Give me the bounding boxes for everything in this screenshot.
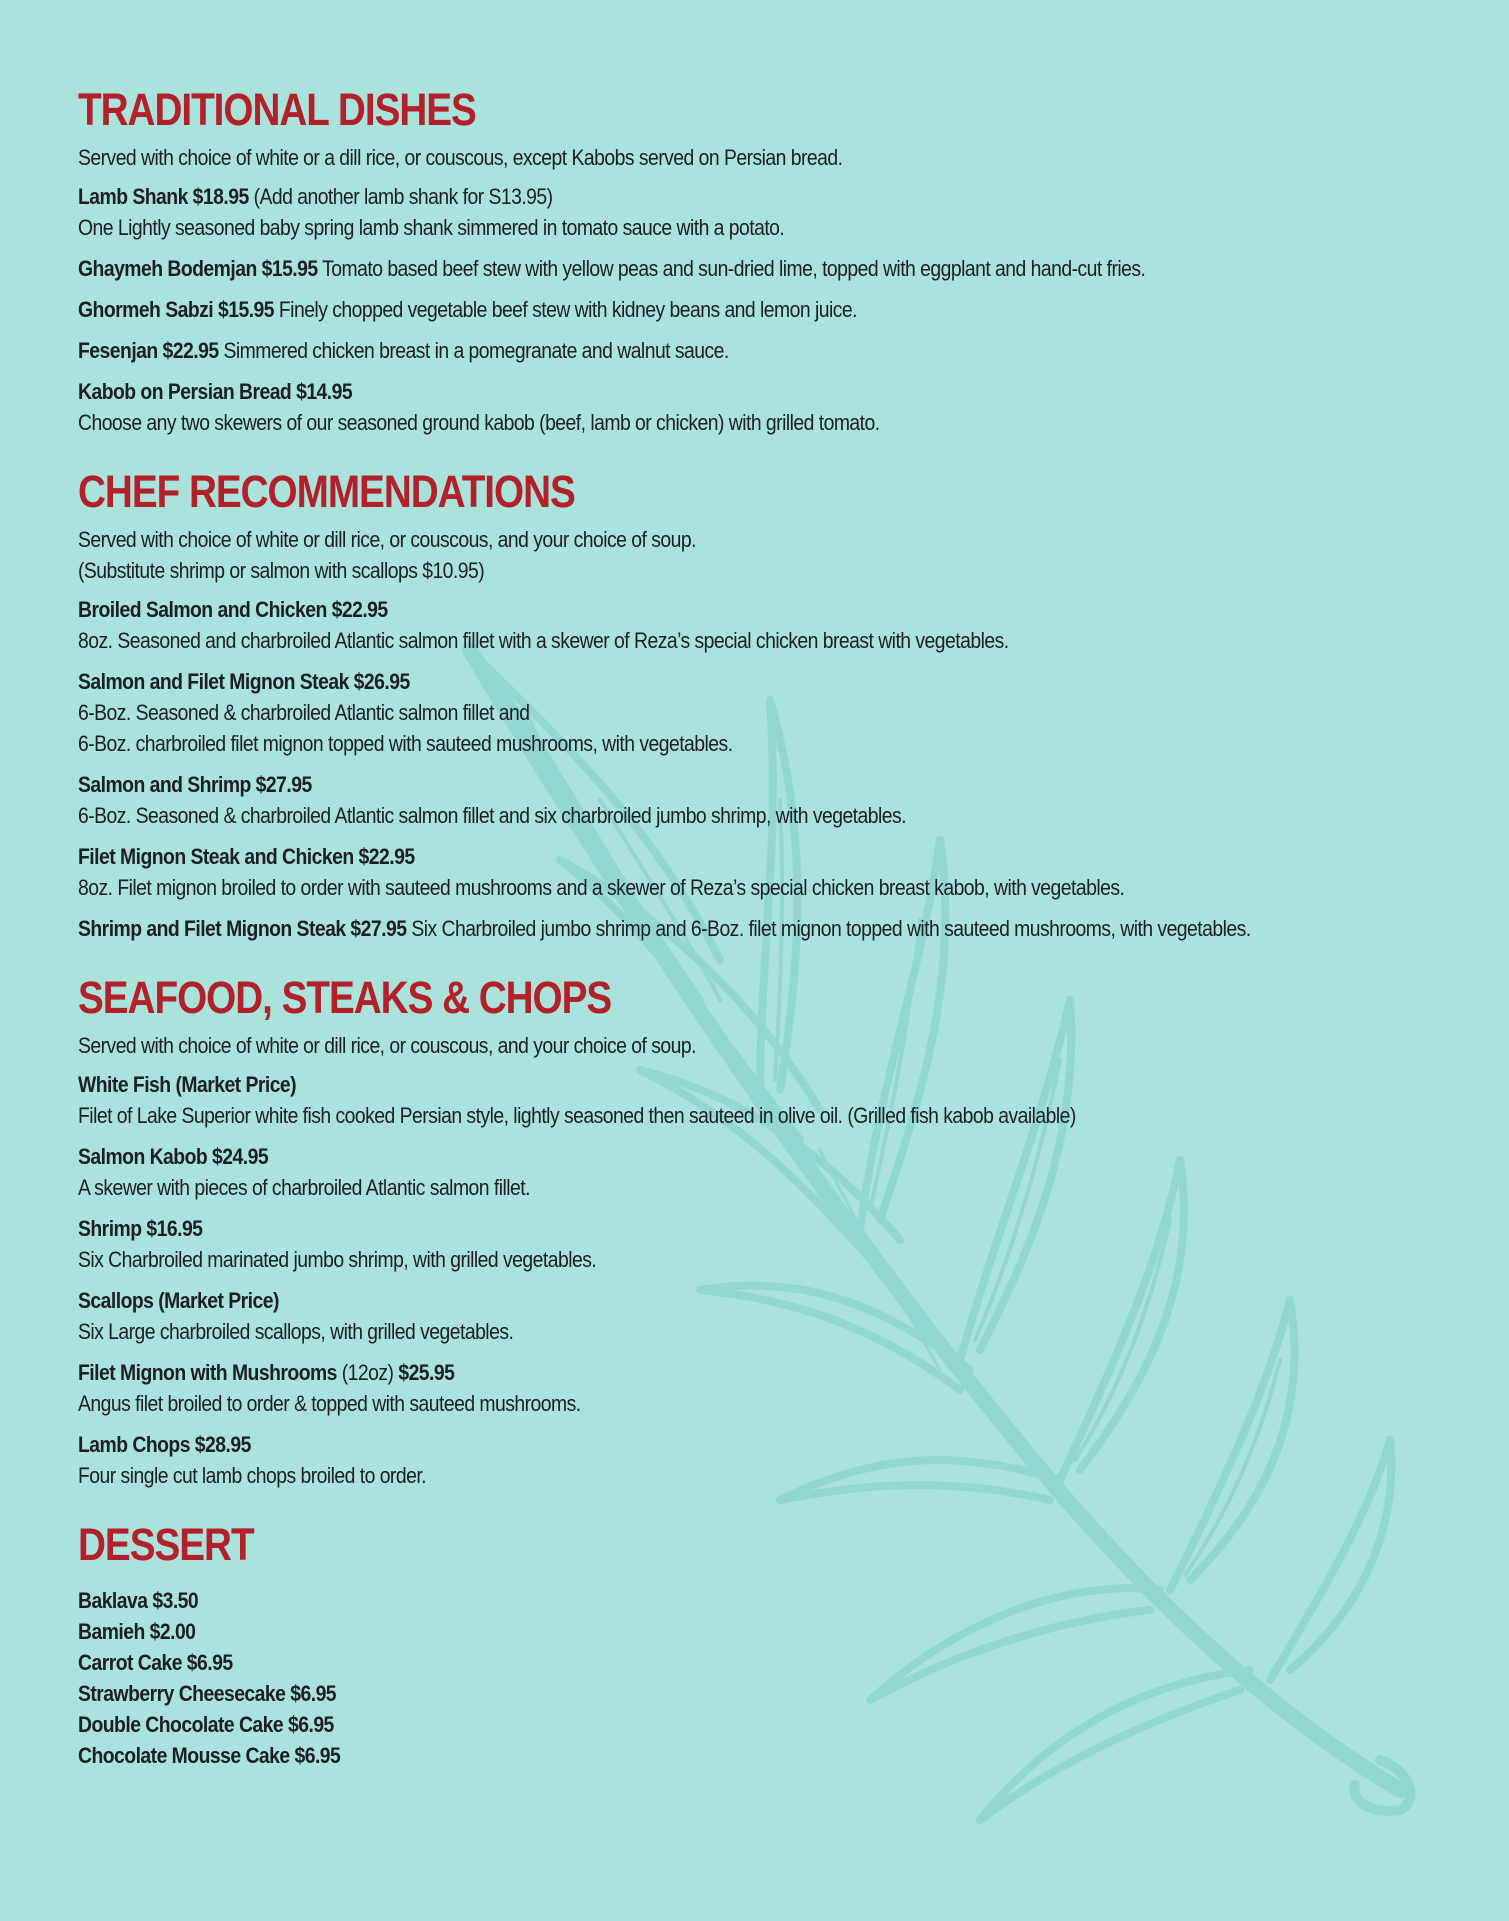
- item-name: Scallops (Market Price): [78, 1288, 279, 1313]
- item-description: Six Charbroiled marinated jumbo shrimp, with grilled vegetables.: [78, 1247, 597, 1272]
- dessert-item: Double Chocolate Cake $6.95: [78, 1712, 334, 1737]
- item-name: Lamb Chops $28.95: [78, 1432, 251, 1457]
- item-description: Angus filet broiled to order & topped with sauteed mushrooms.: [78, 1391, 581, 1416]
- section-title: SEAFOOD, STEAKS & CHOPS: [78, 972, 612, 1023]
- item-name: Salmon and Filet Mignon Steak $26.95: [78, 669, 410, 694]
- item-description: Filet of Lake Superior white fish cooked Persian style, lightly seasoned then sauteed in olive oil. (Grilled fish kabob available): [78, 1103, 1076, 1128]
- item-name: Ghormeh Sabzi $15.95: [78, 297, 275, 322]
- section-title: DESSERT: [78, 1519, 254, 1570]
- menu-item-filet-mignon-mushrooms: [78, 1357, 1438, 1419]
- item-name: Fesenjan $22.95: [78, 338, 219, 363]
- item-description: Finely chopped vegetable beef stew with kidney beans and lemon juice.: [274, 297, 857, 322]
- item-description: Six Large charbroiled scallops, with grilled vegetables.: [78, 1319, 514, 1344]
- menu-item-broiled-salmon-chicken: [78, 594, 1438, 656]
- item-description: Four single cut lamb chops broiled to order.: [78, 1463, 427, 1488]
- item-description: Simmered chicken breast in a pomegranate and walnut sauce.: [218, 338, 729, 363]
- dessert-item: Bamieh $2.00: [78, 1619, 196, 1644]
- menu-item-ghaymeh-bodemjan: [78, 253, 1438, 284]
- item-name: Broiled Salmon and Chicken $22.95: [78, 597, 388, 622]
- traditional-dishes-section: [78, 84, 1438, 438]
- item-description: 6-Boz. Seasoned & charbroiled Atlantic salmon fillet and six charbroiled jumbo shrimp, with vegetables.: [78, 803, 907, 828]
- menu-item-lamb-shank: [78, 181, 1438, 243]
- item-name: Filet Mignon with Mushrooms: [78, 1360, 337, 1385]
- menu-item-fesenjan: [78, 335, 1438, 366]
- item-note: (Add another lamb shank for S13.95): [248, 184, 553, 209]
- item-name: Salmon Kabob $24.95: [78, 1144, 269, 1169]
- menu-page: [78, 84, 1438, 1799]
- item-description: A skewer with pieces of charbroiled Atlantic salmon fillet.: [78, 1175, 531, 1200]
- menu-item-shrimp-filet-mignon: [78, 913, 1438, 944]
- menu-item-shrimp: [78, 1213, 1438, 1275]
- menu-item-filet-mignon-chicken: [78, 841, 1438, 903]
- menu-item-ghormeh-sabzi: [78, 294, 1438, 325]
- seafood-steaks-chops-section: [78, 972, 1438, 1491]
- menu-item-kabob-persian-bread: [78, 376, 1438, 438]
- item-description: Choose any two skewers of our seasoned ground kabob (beef, lamb or chicken) with grilled tomato.: [78, 410, 880, 435]
- menu-item-scallops: [78, 1285, 1438, 1347]
- item-description: Tomato based beef stew with yellow peas and sun-dried lime, topped with eggplant and hand-cut fries.: [317, 256, 1146, 281]
- dessert-item: Carrot Cake $6.95: [78, 1650, 233, 1675]
- menu-item-white-fish: [78, 1069, 1438, 1131]
- dessert-item: Strawberry Cheesecake $6.95: [78, 1681, 337, 1706]
- menu-item-salmon-kabob: [78, 1141, 1438, 1203]
- menu-item-salmon-filet-mignon: [78, 666, 1438, 759]
- item-name: Shrimp $16.95: [78, 1216, 203, 1241]
- item-description: Six Charbroiled jumbo shrimp and 6-Boz. filet mignon topped with sauteed mushrooms, with vegetables.: [406, 916, 1251, 941]
- item-name: Filet Mignon Steak and Chicken $22.95: [78, 844, 415, 869]
- item-size: (12oz): [336, 1360, 399, 1385]
- item-description: 8oz. Seasoned and charbroiled Atlantic salmon fillet with a skewer of Reza’s special chicken breast with vegetables.: [78, 628, 1009, 653]
- dessert-section: [78, 1519, 1438, 1771]
- item-name: White Fish (Market Price): [78, 1072, 297, 1097]
- dessert-list: [78, 1585, 1438, 1771]
- section-intro: Served with choice of white or a dill rice, or couscous, except Kabobs served on Persian bread.: [78, 145, 843, 170]
- section-intro: Served with choice of white or dill rice, or couscous, and your choice of soup.: [78, 1033, 696, 1058]
- chef-recommendations-section: [78, 466, 1438, 944]
- section-intro: Served with choice of white or dill rice, or couscous, and your choice of soup.: [78, 527, 696, 552]
- item-description: One Lightly seasoned baby spring lamb shank simmered in tomato sauce with a potato.: [78, 215, 785, 240]
- item-name: Kabob on Persian Bread $14.95: [78, 379, 353, 404]
- menu-item-lamb-chops: [78, 1429, 1438, 1491]
- item-description: 6-Boz. charbroiled filet mignon topped with sauteed mushrooms, with vegetables.: [78, 731, 733, 756]
- item-description: 6-Boz. Seasoned & charbroiled Atlantic salmon fillet and: [78, 700, 530, 725]
- item-name: Shrimp and Filet Mignon Steak $27.95: [78, 916, 407, 941]
- section-title: CHEF RECOMMENDATIONS: [78, 466, 575, 517]
- dessert-item: Baklava $3.50: [78, 1588, 199, 1613]
- section-title: TRADITIONAL DISHES: [78, 84, 476, 135]
- item-description: 8oz. Filet mignon broiled to order with sauteed mushrooms and a skewer of Reza’s special chicken breast kabob, with vegetables.: [78, 875, 1125, 900]
- menu-item-salmon-shrimp: [78, 769, 1438, 831]
- item-name: Ghaymeh Bodemjan $15.95: [78, 256, 318, 281]
- section-intro-note: (Substitute shrimp or salmon with scallops $10.95): [78, 558, 485, 583]
- dessert-item: Chocolate Mousse Cake $6.95: [78, 1743, 341, 1768]
- item-price: $25.95: [398, 1360, 455, 1385]
- item-name: Salmon and Shrimp $27.95: [78, 772, 312, 797]
- item-name: Lamb Shank $18.95: [78, 184, 249, 209]
